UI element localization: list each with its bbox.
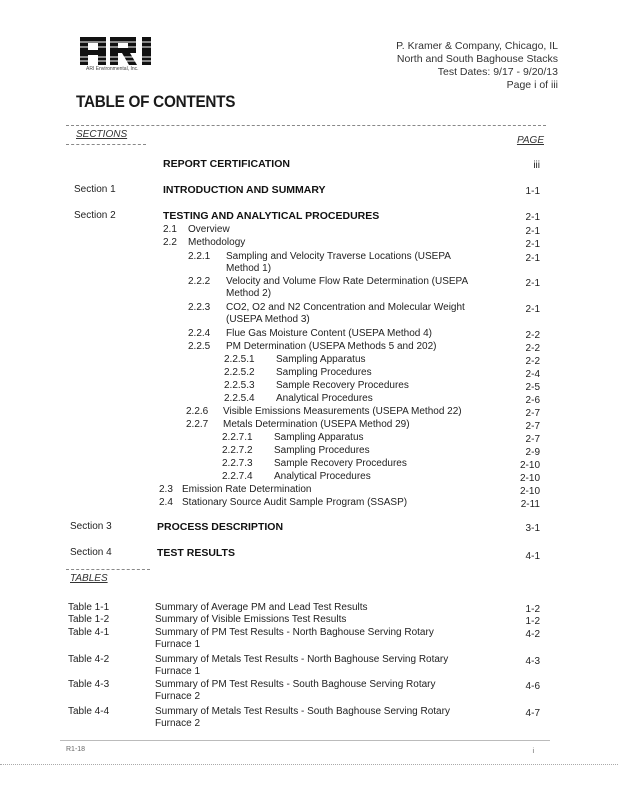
toc-section-label: Section 1	[74, 184, 116, 195]
toc-entry-number: 2.1	[163, 224, 177, 235]
toc-entry-page: 2-2	[525, 343, 540, 354]
toc-entry-page: 2-10	[519, 486, 540, 497]
toc-entry-text: REPORT CERTIFICATION	[163, 158, 290, 170]
toc-entry-number: 2.2.7.3	[222, 458, 253, 469]
toc-entry-text: PM Determination (USEPA Methods 5 and 202)	[226, 341, 437, 352]
divider	[66, 569, 150, 570]
toc-entry-text: Flue Gas Moisture Content (USEPA Method 4)	[226, 328, 433, 339]
toc-entry-text: Sampling and Velocity Traverse Locations (USEPA	[226, 251, 451, 262]
scan-edge	[0, 764, 618, 765]
table-label: Table 4-2	[68, 654, 110, 665]
toc-entry-text: Analytical Procedures	[276, 393, 373, 404]
toc-entry-text: CO2, O2 and N2 Concentration and Molecular Weight	[226, 302, 465, 313]
toc-entry-text: Emission Rate Determination	[182, 484, 312, 495]
page-column-heading: PAGE	[516, 135, 544, 146]
table-title-cont: Furnace 2	[155, 691, 201, 702]
toc-section-label: Section 3	[70, 521, 112, 532]
toc-entry-text-cont: Method 2)	[226, 288, 272, 299]
toc-entry-text: Sample Recovery Procedures	[274, 458, 407, 469]
toc-entry-page: 2-1	[525, 278, 540, 289]
toc-entry-page: 2-5	[525, 382, 540, 393]
toc-entry-number: 2.2.5.1	[224, 354, 255, 365]
toc-entry-page: 3-1	[525, 523, 540, 534]
toc-entry-number: 2.2.7	[186, 419, 209, 430]
toc-entry-page: 2-2	[525, 330, 540, 341]
table-title: Summary of PM Test Results - South Baghouse Serving Rotary	[155, 679, 436, 690]
toc-entry-text: Sampling Apparatus	[274, 432, 364, 443]
toc-entry-text: Sample Recovery Procedures	[276, 380, 409, 391]
toc-entry-page: 2-1	[525, 253, 540, 264]
toc-entry-page: 2-1	[525, 239, 540, 250]
toc-section-label: Section 2	[74, 210, 116, 221]
toc-entry-page: 2-9	[525, 447, 540, 458]
toc-entry-number: 2.4	[159, 497, 173, 508]
table-page: 1-2	[525, 604, 540, 615]
toc-entry-number: 2.2.5	[188, 341, 211, 352]
toc-entry-page: 2-11	[520, 499, 540, 510]
toc-entry-page: 2-1	[525, 212, 540, 223]
toc-entry-page: 2-10	[519, 473, 540, 484]
toc-entry-text: Metals Determination (USEPA Method 29)	[223, 419, 410, 430]
toc-entry-page: 2-7	[525, 434, 540, 445]
toc-entry-text: Analytical Procedures	[274, 471, 371, 482]
table-title-cont: Furnace 2	[155, 718, 201, 729]
table-label: Table 4-4	[68, 706, 110, 717]
toc-entry-number: 2.2.5.4	[224, 393, 255, 404]
table-title: Summary of Visible Emissions Test Results	[155, 614, 347, 625]
toc-entry-text: Overview	[188, 224, 230, 235]
footer-doc-id: R1-18	[66, 746, 86, 753]
toc-entry-number: 2.2.5.3	[224, 380, 255, 391]
toc-entry-text: Stationary Source Audit Sample Program (SSASP)	[182, 497, 408, 508]
toc-entry-text-cont: Method 1)	[226, 263, 272, 274]
toc-entry-number: 2.2.6	[186, 406, 209, 417]
table-title: Summary of PM Test Results - North Baghouse Serving Rotary	[155, 627, 434, 638]
toc-entry-page: 4-1	[525, 551, 540, 562]
toc-entry-text: PROCESS DESCRIPTION	[157, 521, 284, 533]
toc-entry-number: 2.3	[159, 484, 173, 495]
toc-entry-text-cont: (USEPA Method 3)	[226, 314, 310, 325]
table-label: Table 1-1	[68, 602, 110, 613]
footer-page: i	[532, 748, 534, 755]
table-label: Table 1-2	[68, 614, 110, 625]
table-title-cont: Furnace 1	[155, 666, 201, 677]
table-label: Table 4-1	[68, 627, 110, 638]
toc-entry-number: 2.2.7.4	[222, 471, 253, 482]
table-title: Summary of Metals Test Results - North Baghouse Serving Rotary	[155, 654, 449, 665]
toc-entry-number: 2.2	[163, 237, 177, 248]
divider	[66, 144, 146, 145]
toc-entry-page: 2-7	[525, 421, 540, 432]
sections-heading: SECTIONS	[76, 129, 128, 140]
table-title: Summary of Metals Test Results - South Baghouse Serving Rotary	[155, 706, 450, 717]
toc-entry-text: Methodology	[188, 237, 246, 248]
table-page: 4-3	[525, 656, 540, 667]
toc-entry-page: 2-10	[519, 460, 540, 471]
table-label: Table 4-3	[68, 679, 110, 690]
header-location: North and South Baghouse Stacks	[396, 53, 558, 65]
page-title: TABLE OF CONTENTS	[76, 92, 236, 111]
header-page-number: Page i of iii	[506, 79, 558, 91]
toc-entry-number: 2.2.2	[188, 276, 211, 287]
toc-entry-number: 2.2.7.1	[222, 432, 253, 443]
toc-entry-page: 2-2	[525, 356, 540, 367]
toc-entry-page: 2-1	[525, 226, 540, 237]
toc-entry-page: 1-1	[525, 186, 540, 197]
table-title: Summary of Average PM and Lead Test Results	[155, 602, 368, 613]
toc-entry-number: 2.2.1	[188, 251, 211, 262]
toc-entry-page: 2-1	[525, 304, 540, 315]
toc-entry-number: 2.2.3	[188, 302, 211, 313]
toc-entry-text: TEST RESULTS	[157, 547, 235, 559]
header-test-dates: Test Dates: 9/17 - 9/20/13	[437, 66, 558, 78]
toc-entry-number: 2.2.5.2	[224, 367, 255, 378]
tables-heading: TABLES	[70, 573, 108, 584]
table-page: 4-6	[525, 681, 540, 692]
footer-divider	[60, 740, 550, 741]
toc-entry-text: Sampling Procedures	[274, 445, 370, 456]
toc-section-label: Section 4	[70, 547, 112, 558]
toc-entry-text: Visible Emissions Measurements (USEPA Method 22)	[223, 406, 462, 417]
table-title-cont: Furnace 1	[155, 639, 201, 650]
company-logo	[78, 33, 168, 75]
toc-entry-text: TESTING AND ANALYTICAL PROCEDURES	[163, 210, 380, 222]
toc-entry-text: INTRODUCTION AND SUMMARY	[163, 184, 326, 196]
header-company: P. Kramer & Company, Chicago, IL	[396, 40, 558, 52]
logo-tagline: ARI Environmental, Inc.	[86, 66, 139, 72]
toc-entry-page: 2-4	[525, 369, 540, 380]
toc-entry-number: 2.2.4	[188, 328, 211, 339]
toc-entry-page: 2-7	[525, 408, 540, 419]
divider	[66, 125, 546, 126]
table-page: 4-7	[525, 708, 540, 719]
toc-entry-text: Sampling Procedures	[276, 367, 372, 378]
toc-entry-page: iii	[533, 160, 540, 171]
toc-entry-page: 2-6	[525, 395, 540, 406]
toc-entry-number: 2.2.7.2	[222, 445, 253, 456]
table-page: 1-2	[525, 616, 540, 627]
toc-entry-text: Velocity and Volume Flow Rate Determination (USEPA	[226, 276, 469, 287]
table-page: 4-2	[525, 629, 540, 640]
toc-entry-text: Sampling Apparatus	[276, 354, 366, 365]
